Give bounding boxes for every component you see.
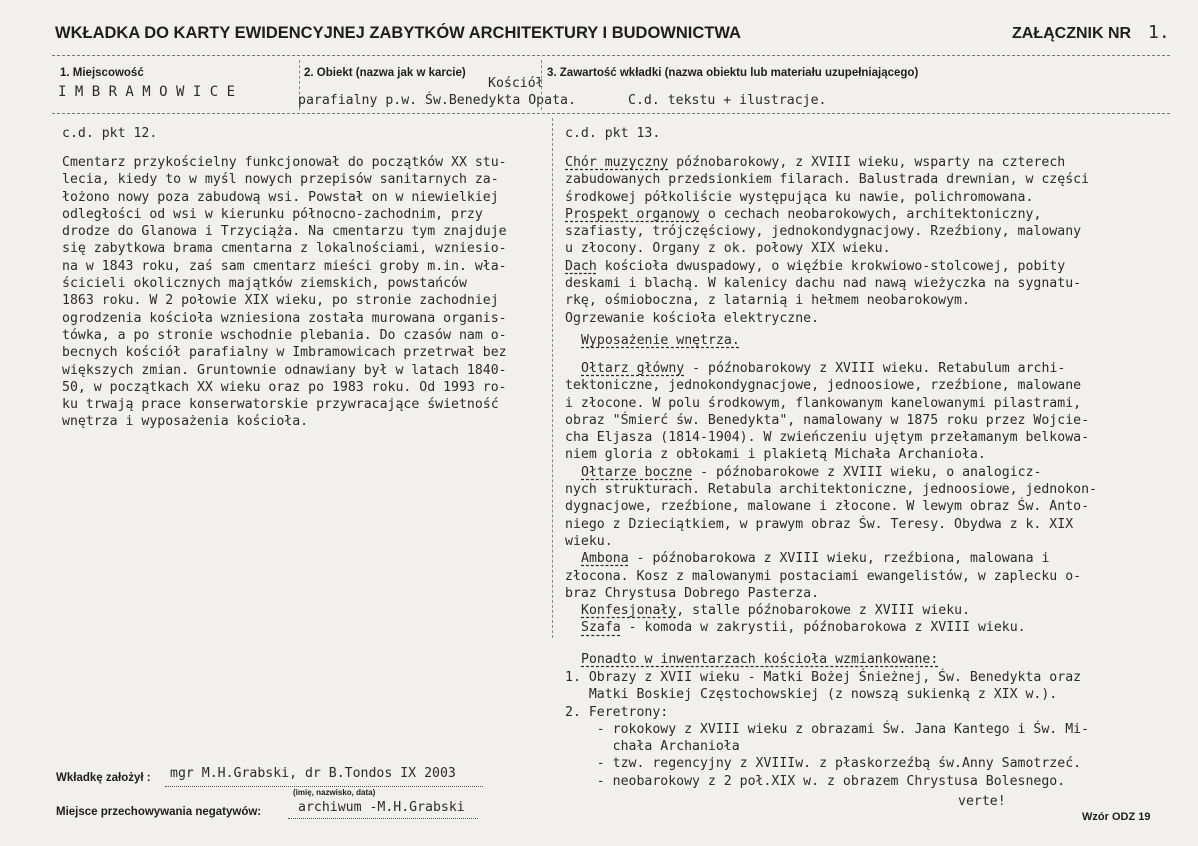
- line-text: złocona. Kosz z malowanymi postaciami ewangelistów, w zaplecku o-: [565, 568, 1082, 584]
- text-line: - tzw. regencyjny z XVIIIw. z płaskorzeźbą św.Anny Samotrzeć.: [565, 756, 1082, 772]
- text-line: [565, 533, 1097, 550]
- negatives-label: Miejsce przechowywania negatywów:: [56, 806, 262, 818]
- underlined-term: Dach: [565, 258, 597, 274]
- text-line: 1863 roku. W 2 połowie XIX wieku, po stronie zachodniej: [62, 293, 499, 309]
- negatives-line: [288, 818, 478, 819]
- text-line: Cmentarz przykościelny funkcjonował do początków XX stu-: [62, 155, 507, 170]
- line-text: nych strukturach. Retabula architektoniczne, jednoosiowe, jednokon-: [565, 482, 1097, 498]
- text-line: [565, 258, 1089, 275]
- text-line: [565, 223, 1089, 240]
- text-line: [565, 360, 1097, 377]
- line-text: tektoniczne, jednokondygnacjowe, jednoosiowe, rzeźbione, malowane: [565, 378, 1082, 394]
- inserted-by-hint: (imię, nazwisko, data): [293, 788, 376, 797]
- line-text: środkowej półkoliście występująca ku nawie, polichromowana.: [565, 189, 1034, 205]
- text-line: [565, 154, 1089, 171]
- text-line: odległości od wsi w kierunku północno-zachodnim, przy: [62, 206, 483, 222]
- form-code: Wzór ODZ 19: [1082, 811, 1151, 823]
- column-divider: [552, 118, 553, 638]
- text-line: [565, 585, 1097, 602]
- text-line: [565, 619, 1097, 636]
- line-text: wieku.: [565, 533, 613, 549]
- text-line: na w 1843 roku, zaś sam cmentarz mieści groby m.in. wła-: [62, 258, 507, 274]
- line-text: Ogrzewanie kościoła elektryczne.: [565, 310, 820, 326]
- equipment-heading: Wyposażenie wnętrza.: [581, 333, 740, 348]
- line-text: i złocone. W polu środkowym, flankowanym kanelowanymi pilastrami,: [565, 395, 1082, 411]
- text-line: wnętrza i wyposażenia kościoła.: [62, 414, 309, 430]
- line-text: deskami i blachą. W kalenicy dachu nad nawą wieżyczka na sygnatu-: [565, 276, 1082, 292]
- text-line: [565, 240, 1089, 257]
- text-line: [565, 206, 1089, 223]
- text-line: tówka, a po stronie wschodnie plebania. Do czasów nam o-: [62, 327, 507, 343]
- text-line: łożono nowy poza zabudową wsi. Powstał on w niewielkiej: [62, 189, 499, 205]
- object-value-line1: Kościół: [488, 76, 544, 91]
- line-text: u złocony. Organy z ok. połowy XIX wieku.: [565, 241, 891, 257]
- text-line: 1. Obrazy z XVII wieku - Matki Bożej Śnieżnej, Św. Benedykta oraz: [565, 670, 1082, 685]
- text-line: ogrodzenia kościoła wzniesiona została murowana organis-: [62, 310, 507, 326]
- right-text-block-3: [565, 669, 1089, 790]
- text-line: [565, 171, 1089, 188]
- line-text: - komoda w zakrystii, późnobarokowa z XVIII wieku.: [620, 620, 1026, 636]
- text-line: ścicieli okolicznych majątków ziemskich, powstańców: [62, 276, 467, 292]
- line-text: - późnobarokowa z XVIII wieku, rzeźbiona, malowana i: [628, 551, 1050, 567]
- locality-value: I M B R A M O W I C E: [58, 84, 236, 100]
- text-line: drodze do Glanowa i Trzyciąża. Na cmentarzu tym znajduje: [62, 224, 507, 240]
- underlined-term: Ołtarze boczne: [581, 464, 693, 480]
- inserted-by-line: [165, 786, 483, 787]
- text-line: becnych kościół parafialny w Imbramowicach przetrwał bez: [62, 345, 507, 361]
- line-text: o cechach neobarokowych, architektoniczny,: [699, 206, 1042, 222]
- line-text: późnobarokowy, z XVIII wieku, wsparty na czterech: [668, 155, 1066, 170]
- underlined-term: Konfesjonały: [581, 603, 677, 619]
- text-line: [565, 568, 1097, 585]
- text-line: się zabytkowa brama cmentarna z lokalnościami, wzniesio-: [62, 241, 507, 257]
- inserted-by-label: Wkładkę założył :: [56, 772, 151, 784]
- text-line: większych zmian. Gruntownie odnawiany był w latach 1840-: [62, 362, 507, 378]
- text-line: 2. Feretrony:: [565, 704, 669, 720]
- content-value: C.d. tekstu + ilustracje.: [628, 93, 827, 108]
- text-line: [565, 310, 1089, 327]
- line-text: - późnobarokowy z XVIII wieku. Retabulum archi-: [684, 361, 1066, 376]
- document-title: WKŁADKA DO KARTY EWIDENCYJNEJ ZABYTKÓW ARCHITEKTURY I BUDOWNICTWA: [55, 24, 741, 42]
- line-text: kościoła dwuspadowy, o więźbie krokwiowo-stolcowej, pobity: [596, 258, 1066, 274]
- underlined-term: Chór muzyczny: [565, 155, 669, 170]
- line-text: niem gloria z obłokami i plakietą Michała Archanioła.: [565, 447, 986, 463]
- underlined-term: Prospekt organowy: [565, 206, 700, 222]
- object-value-line2: parafialny p.w. Św.Benedykta Opata.: [298, 93, 576, 108]
- line-text: - późnobarokowe z XVIII wieku, o analogicz-: [692, 464, 1042, 480]
- underlined-term: Ołtarz główny: [581, 361, 685, 376]
- attachment-label: ZAŁĄCZNIK NR: [1012, 25, 1132, 42]
- verte-note: verte!: [958, 794, 1006, 809]
- text-line: [565, 550, 1097, 567]
- line-text: szafiasty, trójczęściowy, jednokondygnacjowy. Rzeźbiony, malowany: [565, 224, 1082, 240]
- left-heading: c.d. pkt 12.: [62, 126, 158, 141]
- negatives-value: archiwum -M.H.Grabski: [298, 800, 465, 815]
- underlined-term: Ambona: [581, 551, 629, 567]
- text-line: [565, 516, 1097, 533]
- text-line: [565, 429, 1097, 446]
- text-line: chała Archanioła: [565, 739, 740, 755]
- line-text: zabudowanych przedsionkiem filarach. Balustrada drewnian, w części: [565, 172, 1090, 188]
- object-label: 2. Obiekt (nazwa jak w karcie): [304, 67, 466, 79]
- underlined-term: Szafa: [581, 620, 621, 636]
- text-line: [565, 602, 1097, 619]
- line-text: braz Chrystusa Dobrego Pasterza.: [565, 585, 820, 601]
- line-text: niego z Dzieciątkiem, w prawym obraz Św. Teresy. Obydwa z k. XIX: [565, 516, 1074, 532]
- text-line: - neobarokowy z 2 poł.XIX w. z obrazem Chrystusa Bolesnego.: [565, 773, 1066, 789]
- attachment-number: 1.: [1148, 22, 1170, 43]
- line-text: , stalle późnobarokowe z XVIII wieku.: [676, 603, 971, 619]
- field-divider-2: [541, 60, 542, 110]
- text-line: [565, 446, 1097, 463]
- text-line: Matki Boskiej Częstochowskiej (z nowszą sukienką z XIX w.).: [565, 687, 1058, 703]
- right-text-block-2: [565, 360, 1097, 637]
- text-line: [565, 275, 1089, 292]
- text-line: lecia, kiedy to w myśl nowych przepisów sanitarnych za-: [62, 172, 499, 188]
- text-line: ku trwają prace konserwatorskie przywracające świetność: [62, 397, 499, 413]
- left-text-block: [62, 154, 507, 431]
- inventory-heading: Ponadto w inwentarzach kościoła wzmiankowane:: [581, 652, 939, 667]
- text-line: - rokokowy z XVIII wieku z obrazami Św. Jana Kantego i Św. Mi-: [565, 721, 1090, 737]
- right-text-block-1: [565, 154, 1089, 327]
- text-line: [565, 189, 1089, 206]
- header-rule: [52, 55, 1170, 56]
- right-heading: c.d. pkt 13.: [565, 126, 661, 141]
- content-label: 3. Zawartość wkładki (nazwa obiektu lub materiału uzupełniającego): [547, 67, 919, 79]
- text-line: [565, 412, 1097, 429]
- line-text: cha Eljasza (1814-1904). W zwieńczeniu ujętym przełamanym belkowa-: [565, 430, 1090, 446]
- fields-rule: [52, 113, 1170, 114]
- line-text: rkę, ośmioboczna, z latarnią i hełmem neobarokowym.: [565, 293, 970, 309]
- text-line: [565, 498, 1097, 515]
- inserted-by-value: mgr M.H.Grabski, dr B.Tondos IX 2003: [170, 766, 456, 781]
- line-text: obraz "Śmierć św. Benedykta", namalowany w 1875 roku przez Wojcie-: [565, 412, 1090, 428]
- text-line: 50, w początkach XX wieku oraz po 1983 roku. Od 1993 ro-: [62, 379, 507, 395]
- text-line: [565, 464, 1097, 481]
- text-line: [565, 481, 1097, 498]
- text-line: [565, 292, 1089, 309]
- line-text: dygnacjowe, rzeźbione, malowane i złocone. W lewym obraz Św. Anto-: [565, 499, 1090, 515]
- text-line: [565, 377, 1097, 394]
- locality-label: 1. Miejscowość: [60, 67, 144, 79]
- text-line: [565, 395, 1097, 412]
